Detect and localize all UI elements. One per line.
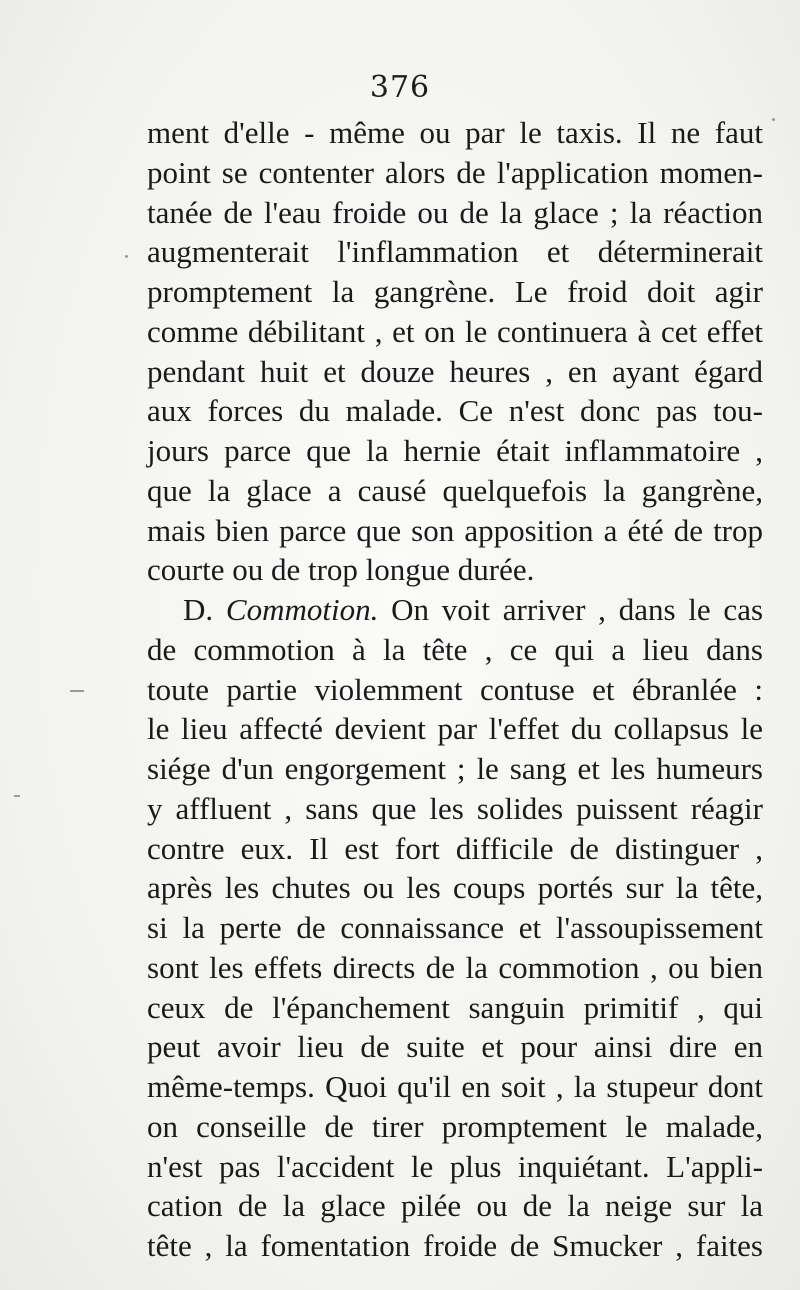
text-line: contre eux. Il est fort difficile de distinguer , [147, 830, 763, 866]
text-line: y affluent , sans que les solides puissent réagir [147, 790, 763, 826]
text-line: on conseille de tirer promptement le malade, [147, 1108, 763, 1144]
text-line: siége d'un engorgement ; le sang et les humeurs [147, 751, 763, 786]
text-line: promptement la gangrène. Le froid doit agir [147, 274, 763, 309]
text-line: jours parce que la hernie était inflammatoire , [147, 433, 763, 468]
text-line: que la glace a causé quelquefois la gangrène, [147, 472, 763, 508]
text-line: tanée de l'eau froide ou de la glace ; la réaction [147, 194, 763, 230]
paragraph-commotion [147, 590, 763, 1266]
body-text [147, 113, 763, 1266]
text-line: peut avoir lieu de suite et pour ainsi dire en [147, 1029, 763, 1065]
text-line: ment d'elle - même ou par le taxis. Il ne faut [147, 115, 763, 150]
text-line: pendant huit et douze heures , en ayant égard [147, 353, 763, 389]
section-title: Commotion. [225, 592, 379, 627]
text-line: sont les effets directs de la commotion , ou bien [147, 949, 763, 985]
text-line: même-temps. Quoi qu'il en soit , la stupeur dont [147, 1069, 763, 1104]
text-line: augmenterait l'inflammation et déterminerait [147, 234, 763, 270]
text-line-heading [147, 590, 763, 630]
text-line: n'est pas l'accident le plus inquiétant. L'appli- [147, 1148, 763, 1184]
margin-speck [70, 690, 84, 692]
page-number: 376 [369, 70, 431, 105]
margin-speck [14, 795, 20, 797]
text-line: le lieu affecté devient par l'effet du collapsus le [147, 711, 763, 747]
margin-speck [125, 255, 128, 258]
text-line: courte ou de trop longue durée. [147, 552, 535, 588]
text-segment: On voit arriver , dans le cas [391, 592, 764, 627]
text-line: si la perte de connaissance et l'assoupissement [147, 910, 763, 945]
text-line: aux forces du malade. Ce n'est donc pas tou- [147, 393, 763, 429]
text-line: cation de la glace pilée ou de la neige sur la [147, 1188, 763, 1224]
section-label: D. [183, 592, 214, 627]
text-line: de commotion à la tête , ce qui a lieu dans [147, 631, 763, 667]
text-line: mais bien parce que son apposition a été de trop [147, 512, 763, 548]
text-line: point se contenter alors de l'application momen- [147, 154, 763, 190]
paragraph-hernia [147, 113, 763, 590]
text-line: après les chutes ou les coups portés sur la tête, [147, 870, 763, 906]
margin-speck [772, 118, 775, 121]
text-line: toute partie violemment contuse et ébranlée : [147, 671, 763, 707]
text-line: tête , la fomentation froide de Smucker , faites [147, 1228, 763, 1263]
text-line: ceux de l'épanchement sanguin primitif , qui [147, 989, 763, 1025]
text-line: comme débilitant , et on le continuera à cet effet [147, 313, 763, 349]
